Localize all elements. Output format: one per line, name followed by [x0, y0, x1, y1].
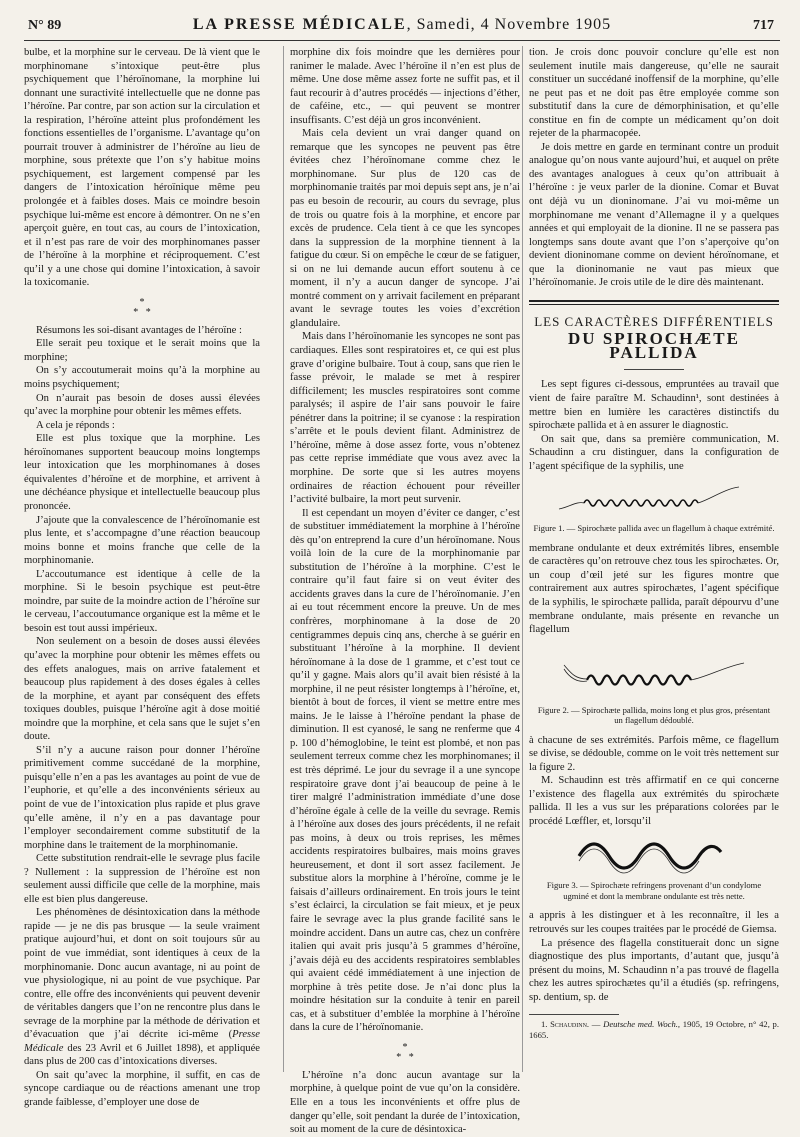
section-separator: * * * — [396, 1041, 414, 1063]
paragraph: L’héroïne n’a donc aucun avantage sur la morphine, à quelque point de vue qu’on la considère. Elle en a tous les inconvénients et offre plus de danger qu’elle, soit pendant la durée de l’intoxication, soit au moment de la cure de désintoxica- — [290, 1069, 520, 1136]
divider — [529, 300, 779, 302]
page-number-right: 717 — [753, 18, 774, 33]
text-run: Les phénomènes de désintoxication dans la méthode rapide — je ne dis pas brusque — la seule vraiment pratique aujourd’hui, et dont on soit toujours sûr au point de vue immédiat, sont identiques à ceux de la morphinomanie. Donc aucun avantage, ni au point de vue physiologique, ni au point de vue psychique. Par contre, elle offre des inconvénients qui peuvent devenir de véritables dangers que l’on ne rencontre plus dans le sevrage de la morphine par la méthode de dérivation et d’évacuation que j’ai décrite ici-même ( — [24, 907, 260, 1041]
journal-title — [24, 16, 780, 34]
paragraph: A cela je réponds : — [36, 419, 115, 431]
paragraph: Il est cependant un moyen d’éviter ce danger, c’est de substituer immédiatement la morphine à l’héroïne dès qu’on entreprend la cure d’un héroïnomane. Nous voilà loin de la cure de la morphinomanie par substitution de l’héroïne à la morphine. C’est le contraire qu’il faut faire si on veut éviter des accidents graves dans la cure de l’héroïnomanie. J’en ai eu tout récemment encore la preuve. Un de mes confrères, morphinomane à la dose de 20 centigrammes depuis cinq ans, cherche à se guérir en substituant l’héroïne à la morphine. Il devient héroïnomane à la dose de 1 gramme, et c’est tout ce qu’il y gagne. Mais alors qu’il avait bien résisté à la morphine, il ne peut résister longtemps à l’héroïne, et, bientôt à bout de forces, il vient se mettre entre mes mains. Je le laisse à l’héroïne pendant la phase de diminution. Il est cyanosé, le sang ne renferme que 4 p. 100 d’hémoglobine, le teint est plombé, et non pas seulement terreux comme chez les morphinomanes; il est très déprimé. Le jour du sevrage il a une syncope respiratoire grave dont j’ai beaucoup de peine à le tirer malgré l’administration immédiate d’une dose d’héroïne égale à celle de la veille du sevrage. Remis à l’héroïne aux doses des jours précédents, il ne refait pas moins, à deux ou trois reprises, les mêmes accidents respiratoires bulbaires, mais moins graves heureusement, et dont il sort assez facilement. Je substitue alors la morphine à l’héroïne, comme je le faisais d’ailleurs ordinairement. En trois jours le teint s’est éclairci, la circulation se fait mieux, et je peux faire le sevrage avec la plus grande facilité sans le moindre accident. Dans un autre cas, chez un confrère italien qui avait pris jusqu’à 5 grammes d’héroïne, j’avais déjà eu des accidents respiratoires semblables qui avaient cédé immédiatement à une injection de morphine à très petite dose. Je n’ai donc plus la moindre hésitation sur la conduite à tenir en pareil cas, et à substituer d’emblée la morphine à l’héroïne dans la cure de l’héroïnomanie. — [290, 507, 520, 1034]
paragraph: bulbe, et la morphine sur le cerveau. De là vient que le morphinomane s’intoxique peut-être plus psychiquement que l’héroïnomane, la morphine lui donnant une suractivité intellectuelle que ne donne pas l’héroïne. Par contre, par son action sur la circulation et la respiration, l’héroïne atteint plus profondément les fonctions essentielles de l’organisme. L’avantage qu’on pourrait trouver à administrer de l’héroïne au lieu de morphine, sous prétexte que l’on s’y habitue moins psychiquement, est largement compensé par les dangers de l’intoxication héroïnique même peu prolongée et à faibles doses. Mais ce moindre besoin psychique lui-même est encore à démontrer. On ne s’en aperçoit guère, en tout cas, au cours de l’intoxication, et il n’est pas rare de voir des morphinomanes passer de l’héroïne à la morphine et réciproquement. C’est qu’il y a une chose qui domine l’intoxication, à savoir la toxicomanie. — [24, 47, 260, 289]
divider — [624, 369, 684, 370]
paragraph: J’ajoute que la convalescence de l’héroïnomanie est plus lente, et s’accompagne d’une réaction beaucoup moins bonne et moins franche que celle de la morphinomanie. — [24, 514, 260, 567]
spirochaete-figure-3-illustration — [539, 834, 769, 878]
column-2 — [283, 46, 520, 1136]
paragraph: morphine dix fois moindre que les dernières pour ranimer le malade. Avec l’héroïne il n’en est plus de même. Une dose même assez forte ne suffit pas, et il faut recourir à d’autres procédés — injections d’éther, de caféine, etc., — qui peuvent se montrer insuffisants. C’est déjà un gros inconvénient. — [290, 47, 520, 126]
divider — [529, 304, 779, 305]
paragraph: Mais cela devient un vrai danger quand on remarque que les syncopes ne peuvent pas être évitées chez l’héroïnomane comme chez le morphinomane. Sur plus de 120 cas de morphinomanie traités par moi depuis sept ans, je n’ai pas eu besoin de recourir, au cours du sevrage, plus de trois ou quatre fois à la morphine, et encore par excès de prudence. Cela tient à ce que les syncopes dans la suppression de la morphine tiennent à la fatigue du cœur. Si on empêche le cœur de se fatiguer, si on ne lui demande aucun effort soutenu à ce moment, il n’y a aucun danger de syncope. J’ai montré comment on y arrivait facilement en préparant avant le sevrage toutes les voies d’excrétion glandulaire. — [290, 128, 520, 329]
paragraph: à chacune de ses extrémités. Parfois même, ce flagellum se divise, se dédouble, comme on le voit très nettement sur la figure 2. — [529, 734, 779, 773]
figure-2-caption: Figure 2. — Spirochæte pallida, moins long et plus gros, présentant un flagellum dédoublé. — [537, 704, 771, 726]
paragraph: On n’aurait pas besoin de doses aussi élevées qu’avec la morphine pour obtenir les mêmes effets. — [24, 392, 260, 418]
column-1 — [24, 46, 260, 1109]
paragraph — [24, 906, 260, 1069]
figure-2 — [529, 643, 779, 726]
column-3 — [522, 46, 779, 1072]
footnote-reference: , 1905, 19 Octobre, n° 42, p. 1665. — [529, 1019, 779, 1041]
figure-1 — [529, 479, 779, 534]
paragraph: On sait que, dans sa première communication, M. Schaudinn a cru distinguer, dans la configuration de l’agent spécifique de la syphilis, une — [529, 433, 779, 472]
article-title-line1: LES CARACTÈRES DIFFÉRENTIELS — [534, 313, 774, 329]
article-title-line2: DU SPIROCHÆTE PALLIDA — [568, 329, 740, 362]
paragraph: membrane ondulante et deux extrémités libres, ensemble de caractères qu’on retrouve chez tous les spirochætes. Or, un coup d’œil jeté sur les figures montre que contrairement aux autres spirochætes, l’agent spécifique de la syphilis, le spirochæte pallida, paraît dépourvu d’une membrane ondulante, mais présente en revanche un flagellum — [529, 542, 779, 636]
footnote — [529, 1019, 779, 1041]
spirochaete-figure-1-illustration — [539, 479, 769, 521]
footnote-divider — [529, 1014, 619, 1015]
paragraph: L’accoutumance est identique à celle de la morphine. Si le besoin psychique est peut-être moindre, par suite de la moindre action de l’héroïne sur le cerveau, l’accoutumance organique est la même et le besoin est tout aussi impérieux. — [24, 568, 260, 634]
figure-3-caption: Figure 3. — Spirochæte refringens provenant d’un condylome ugminé et dont la membrane ondulante est très nette. — [546, 880, 762, 901]
paragraph: Mais dans l’héroïnomanie les syncopes ne sont pas cardiaques. Elles sont respiratoires et, ce qui est plus grave d’origine bulbaire. Tout à coup, sans que rien le fasse prévoir, le malade se met à respirer difficilement; les muscles respiratoires sont comme paralysés; il aspire de l’air sans pouvoir le faire pénétrer dans la poitrine; il se cyanose : la respiration s’arrête et le pouls devient filant. Administrez de l’héroïne, même à dose assez forte, vous n’obtenez pas cette reprise immédiate que vous avez avec la morphine. De sorte que si les autres moyens ordinaires de réaction échouent pour réveiller l’activité bulbaire, la mort peut survenir. — [290, 331, 520, 506]
paragraph: La présence des flagella constituerait donc un signe diagnostique des plus importants, d’autant que, jusqu’à présent du moins, M. Schaudinn n’a pas trouvé de flagella chez les autres spirochætes qu’il a étudiés (sp. refringens, sp. dentium, sp. de — [529, 937, 779, 1003]
footnote-journal: Deutsche med. Woch. — [603, 1019, 678, 1030]
masthead: LA PRESSE MÉDICALE — [192, 16, 407, 33]
paragraph: S’il n’y a aucune raison pour donner l’héroïne primitivement comme succédané de la morphine, puisqu’elle n’en a pas les avantages au point de vue de l’euphorie, et qu’elle a des inconvénients sérieux au point de vue de l’intoxication plus rapide et plus grave qu’elle amène, il n’y en a pas davantage pour l’employer secondairement comme substitutif de la morphine dans le traitement de la morphinomanie. — [24, 744, 260, 851]
journal-citation: Presse Médicale — [24, 1029, 260, 1054]
section-separator: * * * — [133, 296, 151, 318]
paragraph: Je dois mettre en garde en terminant contre un produit analogue qu’on nous vante aujourd’hui, et auquel on prête des avantages analogues à ceux qu’on attribuait à l’héroïne : je veux parler de la dionine. Comar et Buvat ont déjà vu un dioninomane. J’ai vu moi-même un morphinomane me venant d’Allemagne il y a quelques années et qui employait de la dionine. Il ne se passera pas longtemps sans doute avant que l’on s’aperçoive qu’on devient dioninomane comme on devient héroïnomane, et que la dioninomanie ne vaut pas mieux que l’héroïnomanie. Je crois utile de le dire dès maintenant. — [529, 141, 779, 289]
text-run: des 23 Avril et 6 Juillet 1898), et appliquée dans plus de 200 cas d’intoxications diverses. — [24, 1042, 260, 1068]
page-number-left: N° 89 — [28, 18, 62, 33]
spirochaete-figure-2-illustration — [539, 643, 769, 703]
paragraph: Non seulement on a besoin de doses aussi élevées qu’avec la morphine pour obtenir les mêmes effets ou des effets analogues, mais on arrive fatalement et beaucoup plus rapidement à des doses égales à celles de la morphine, et ayant par conséquent des effets toxiques doubles, puisque l’héroïne agit à dose moitié moindre que la morphine, et cela sans que le sujet s’en doute. — [24, 636, 260, 743]
paragraph: On sait qu’avec la morphine, il suffit, en cas de syncope cardiaque ou de réactions amenant une trop grande faiblesse, d’employer une dose de — [24, 1069, 260, 1109]
page-header — [24, 12, 780, 41]
paragraph: Elle est plus toxique que la morphine. Les héroïnomanes supportent beaucoup moins longtemps leur intoxication que les morphinomanes à doses équivalentes d’héroïne et de morphine, et arrivent à une déchéance physique et intellectuelle beaucoup plus prononcée. — [24, 433, 260, 512]
issue-date: , Samedi, 4 Novembre 1905 — [406, 16, 612, 33]
paragraph: Les sept figures ci-dessous, empruntées au travail que vient de faire paraître M. Schaudinn¹, sont destinées à mettre bien en lumière les caractères distinctifs du spirochæte pallida et à en assurer le diagnostic. — [529, 379, 779, 432]
text-run: — — [589, 1019, 604, 1030]
paragraph: Cette substitution rendrait-elle le sevrage plus facile ? Nullement : la suppression de l’héroïne est non seulement aussi difficile que celle de la morphine, mais elle est bien plus dangereuse. — [24, 853, 260, 905]
paragraph: Elle serait peu toxique et le serait moins que la morphine; — [24, 338, 260, 363]
paragraph: tion. Je crois donc pouvoir conclure qu’elle est non seulement inutile mais dangereuse, qu’elle ne saurait constituer un succédané inoffensif de la morphine, qu’elle ne peut pas et ne doit pas être employée comme son substitutif dans la cure de démorphinisation, et qu’elle constitue en fin de compte un médicament qu’on doit rejeter de la pharmacopée. — [529, 47, 779, 140]
figure-1-caption: Figure 1. — Spirochæte pallida avec un flagellum à chaque extrémité. — [533, 523, 775, 534]
paragraph: a appris à les distinguer et à les reconnaître, il les a retrouvés sur les coupes traitées par le procédé de Giemsa. — [529, 910, 779, 936]
paragraph: M. Schaudinn est très affirmatif en ce qui concerne l’existence des flagella aux extrémités du spirochæte pallida. Il les a vus sur les préparations colorées par le procédé Lœffler, et, lorsqu’il — [529, 775, 779, 827]
paragraph: On s’y accoutumerait moins qu’à la morphine au moins psychiquement; — [24, 365, 260, 391]
footnote-number: 1. — [541, 1019, 551, 1030]
figure-3 — [529, 834, 779, 901]
paragraph: Résumons les soi-disant avantages de l’héroïne : — [36, 324, 242, 336]
footnote-author: Schaudinn. — [550, 1019, 590, 1030]
